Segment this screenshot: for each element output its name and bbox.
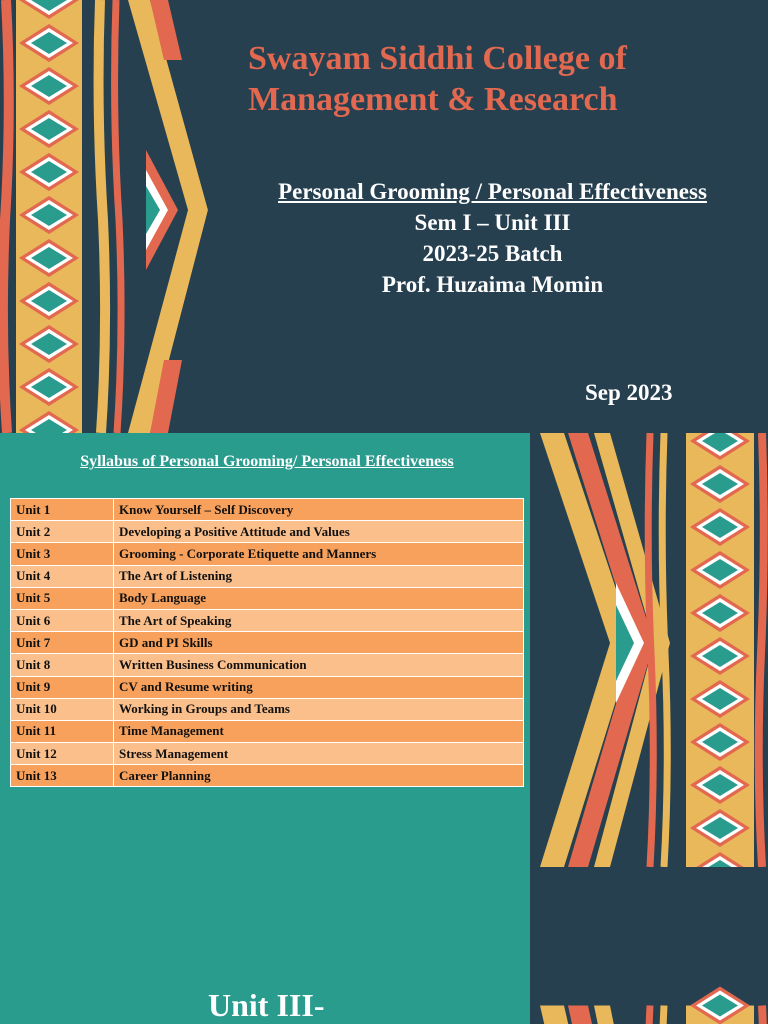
unit-number-cell: Unit 10 — [11, 698, 114, 720]
unit-number-cell: Unit 8 — [11, 654, 114, 676]
unit-topic-cell: CV and Resume writing — [114, 676, 524, 698]
table-row — [11, 698, 524, 720]
unit-topic-cell: Grooming - Corporate Etiquette and Manners — [114, 543, 524, 565]
table-row — [11, 543, 524, 565]
unit-topic-cell: The Art of Listening — [114, 565, 524, 587]
unit-number-cell: Unit 6 — [11, 609, 114, 631]
college-title-line1: Swayam Siddhi College of — [248, 40, 627, 77]
unit-topic-cell: GD and PI Skills — [114, 632, 524, 654]
unit-topic-cell: Career Planning — [114, 765, 524, 787]
unit-topic-cell: Developing a Positive Attitude and Values — [114, 521, 524, 543]
syllabus-table — [10, 498, 524, 787]
unit-topic-cell: Written Business Communication — [114, 654, 524, 676]
table-row — [11, 720, 524, 742]
title-slide — [0, 0, 768, 433]
table-row — [11, 765, 524, 787]
unit-heading: Unit III- — [208, 987, 325, 1023]
course-name: Personal Grooming / Personal Effectiveness — [278, 179, 707, 204]
table-row — [11, 521, 524, 543]
table-row — [11, 743, 524, 765]
unit-number-cell: Unit 1 — [11, 499, 114, 521]
tribal-pattern-border — [0, 0, 240, 433]
unit-number-cell: Unit 9 — [11, 676, 114, 698]
presentation-date: Sep 2023 — [585, 380, 673, 405]
unit-number-cell: Unit 3 — [11, 543, 114, 565]
unit-number-cell: Unit 13 — [11, 765, 114, 787]
table-row — [11, 609, 524, 631]
table-row — [11, 587, 524, 609]
table-row — [11, 654, 524, 676]
unit-topic-cell: Know Yourself – Self Discovery — [114, 499, 524, 521]
college-title — [248, 38, 748, 120]
unit-number-cell: Unit 12 — [11, 743, 114, 765]
unit-number-cell: Unit 4 — [11, 565, 114, 587]
unit-slide — [0, 867, 768, 1024]
unit-number-cell: Unit 5 — [11, 587, 114, 609]
tribal-pattern-border — [530, 867, 768, 1024]
professor-name: Prof. Huzaima Momin — [381, 272, 604, 297]
unit-number-cell: Unit 7 — [11, 632, 114, 654]
table-row — [11, 632, 524, 654]
tribal-pattern-border — [530, 433, 768, 867]
syllabus-heading: Syllabus of Personal Grooming/ Personal Effectiveness — [80, 453, 454, 470]
unit-topic-cell: Time Management — [114, 720, 524, 742]
semester-unit: Sem I – Unit III — [414, 210, 571, 235]
unit-topic-cell: Body Language — [114, 587, 524, 609]
table-row — [11, 676, 524, 698]
table-row — [11, 565, 524, 587]
unit-topic-cell: The Art of Speaking — [114, 609, 524, 631]
pattern-panel — [530, 867, 768, 1024]
pattern-panel — [530, 433, 768, 867]
syllabus-slide — [0, 433, 768, 867]
unit-topic-cell: Stress Management — [114, 743, 524, 765]
batch: 2023-25 Batch — [422, 241, 563, 266]
college-title-line2: Management & Research — [248, 81, 618, 118]
course-info — [240, 176, 745, 300]
unit-number-cell: Unit 11 — [11, 720, 114, 742]
unit-topic-cell: Working in Groups and Teams — [114, 698, 524, 720]
unit-number-cell: Unit 2 — [11, 521, 114, 543]
table-row — [11, 499, 524, 521]
